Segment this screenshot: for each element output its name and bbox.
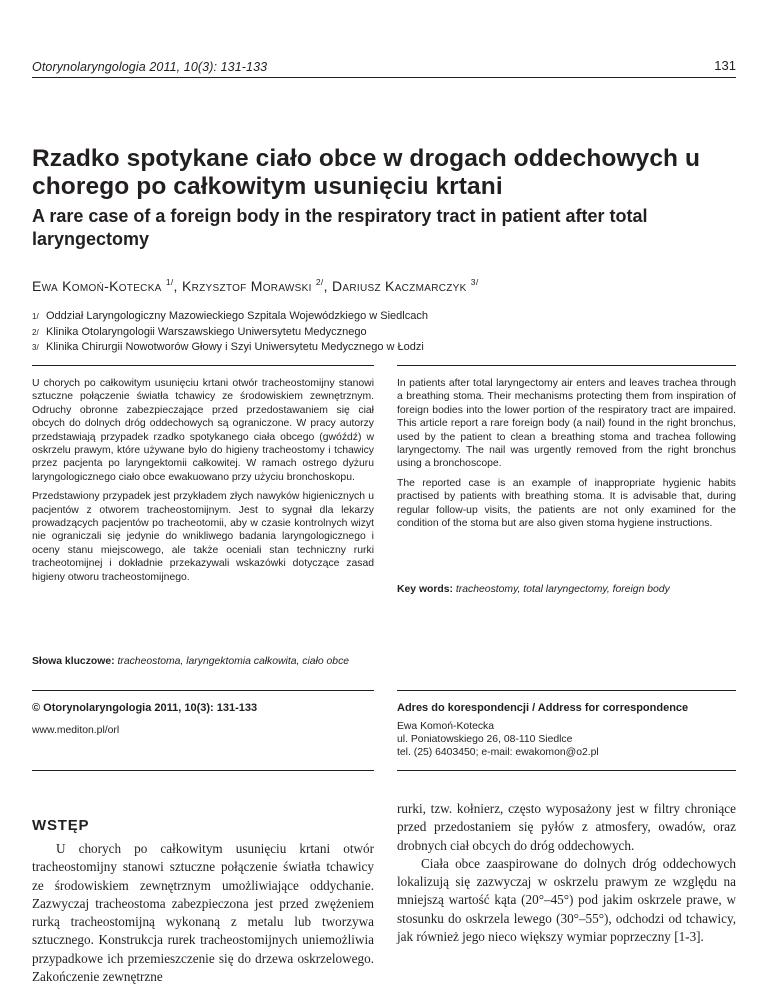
affiliation-list [32, 309, 742, 356]
abstract-english [397, 377, 736, 536]
affiliation: 3/ Klinika Chirurgii Nowotworów Głowy i Szyi Uniwersytetu Medycznego w Łodzi [32, 341, 424, 353]
body-rule-right [397, 770, 736, 771]
body-paragraph: Ciała obce zaaspirowane do dolnych dróg oddechowych lokalizują się zazwyczaj w oskrzelu prawym ze względu na mniejszą wartość kąta (20°–45°) pod jakim oskrzele prawe, w stosunku do oskrzela lewego (30°–55°), odchodzi od tchawicy, jak również jego nieco większy wymiar poprzeczny [1-3]. [397, 855, 736, 945]
correspondence-heading: Adres do korespondencji / Address for correspondence [397, 702, 689, 714]
journal-citation: © Otorynolaryngologia 2011, 10(3): 131-133 [32, 702, 258, 714]
correspondence-name: Ewa Komoń-Kotecka [397, 721, 495, 732]
abstract-paragraph: In patients after total laryngectomy air enters and leaves trachea through a breathing stoma. Their mechanisms protecting them from inspiration of foreign bodies into the lower portion of the respiratory tract are impaired. This article report a rare foreign body (a nail) found in the right bronchus, used by the patient to clean a breathing stoma and trachea following laryngectomy. The nail was urgently removed from the right bronchus using a bronchoscope. [397, 378, 736, 470]
body-rule-left [32, 770, 374, 771]
abstract-paragraph: Przedstawiony przypadek jest przykładem złych nawyków higienicznych u pacjentów z otworem tracheostomijnym. Jest to sygnał dla lekarzy prowadzących pacjentów po tracheotomii, aby w czasie kontrolnych wizyt nie ograniczali się jedynie do wnikliwego badania laryngologicznego i oceny stanu miejscowego, ale także oceniali stan techniczny rurki tracheotomijnej i dokładnie przekazywali wskazówki dotyczące zasad higieny otworu tracheostomijnego. [32, 491, 374, 583]
section-heading: WSTĘP [32, 817, 90, 834]
correspondence-contact: tel. (25) 6403450; e-mail: ewakomon@o2.pl [397, 746, 599, 758]
body-paragraph: rurki, tzw. kołnierz, często wyposażony jest w filtry chroniące przed przedostaniem się pyłów z atmosfery, owadów, oraz drobnych ciał obcych do dróg oddechowych. [397, 801, 736, 853]
abstract-rule-left [32, 365, 374, 366]
author: Dariusz Kaczmarczyk $^{3/}$ [331, 277, 479, 294]
keywords-english: Key words: tracheostomy, total laryngectomy, foreign body [397, 584, 670, 595]
author-list [32, 277, 742, 294]
author: Krzysztof Morawski $^{2/}$, [181, 277, 332, 294]
abstract-paragraph: The reported case is an example of inappropriate hygienic habits practised by patients with breathing stoma. It is advisable that, during regular follow-up visits, the patients are not only examined for the condition of the stoma but are also given stoma hygiene instructions. [397, 477, 736, 530]
citation-rule-left [32, 690, 374, 691]
body-text-right [397, 800, 736, 946]
abstract-polish [32, 377, 374, 590]
running-head: Otorynolaryngologia 2011, 10(3): 131-133 [32, 60, 268, 74]
page-number: 131 [714, 58, 736, 73]
header-rule [32, 77, 736, 78]
article-subtitle: A rare case of a foreign body in the respiratory tract in patient after total laryngectomy [32, 206, 648, 249]
body-text-left: U chorych po całkowitym usunięciu krtani otwór tracheostomijny stanowi sztuczne połączenie światła tchawicy ze środowiskiem zewnętrznym umożliwiające oddychanie. Zazwyczaj tracheostoma zabezpieczona jest przed zwężeniem rurką tracheostomijną wykonaną z metalu lub tworzywa sztucznego. Konstrukcja rurek tracheostomijnych uniemożliwia przypadkowe ich przemieszczenie się do drzewa oskrzelowego. Zakończenie zewnętrzne [32, 841, 374, 985]
correspondence-address [397, 721, 736, 759]
citation-rule-right [397, 690, 736, 691]
affiliation: 2/ Klinika Otolaryngologii Warszawskiego Uniwersytetu Medycznego [32, 325, 367, 338]
keywords-polish: Słowa kluczowe: tracheostoma, laryngektomia całkowita, ciało obce [32, 656, 350, 667]
journal-website-link[interactable]: www.mediton.pl/orl [32, 725, 120, 736]
correspondence-street: ul. Poniatowskiego 26, 08-110 Siedlce [397, 733, 573, 745]
abstract-paragraph: U chorych po całkowitym usunięciu krtani otwór tracheostomijny stanowi sztuczne połączenie światła tchawicy ze środowiskiem zewnętrznym. Odruchy obronne zabezpieczające przed przedostawaniem się ciał obcych do dolnych dróg oddechowych są ograniczone. W pracy autorzy przedstawiają przypadek rzadko spotykanego ciała obcego (gwóźdź) w oskrzelu prawym, które używane było do higieny tracheostomy i tchawicy przez pacjenta po laryngektomii całkowitej. W ramach ostrego dyżuru laryngologicznego ciało obce ewakuowano przy użyciu bronchoskopu. [32, 378, 374, 483]
abstract-rule-right [397, 365, 736, 366]
affiliation: 1/ Oddział Laryngologiczny Mazowieckiego Szpitala Wojewódzkiego w Siedlcach [32, 310, 428, 322]
article-title: Rzadko spotykane ciało obce w drogach oddechowych u chorego po całkowitym usunięciu krtani [32, 145, 701, 200]
author: Ewa Komoń-Kotecka $^{1/}$, [32, 277, 182, 294]
